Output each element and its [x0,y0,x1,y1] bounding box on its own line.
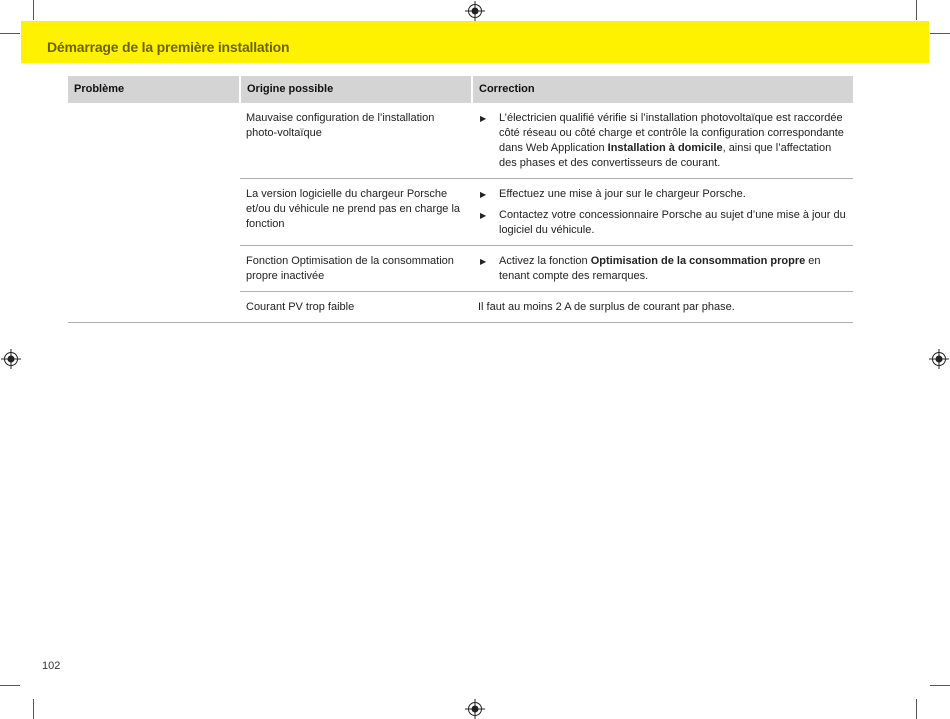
section-header-band [21,21,929,63]
column-header-probleme: Problème [68,76,240,103]
column-header-origine: Origine possible [240,76,472,103]
column-header-correction: Correction [472,76,853,103]
origin-cell: La version logicielle du chargeur Porsche et/ou du véhicule ne prend pas en charge la fonction [240,179,472,246]
page-number: 102 [42,660,61,672]
problem-cell [68,292,240,323]
crop-mark-left-bottom-h [0,685,20,686]
triangle-right-icon: ▶ [480,190,487,199]
bullet-text: L’électricien qualifié vérifie si l’installation photovoltaïque est raccordée côté réseau ou côté charge et contrôle la configuration correspondante dans Web Application [499,112,844,154]
problem-cell [68,179,240,246]
correction-cell: Il faut au moins 2 A de surplus de courant par phase. [472,292,853,323]
crop-mark-right-bottom-h [930,685,950,686]
bullet-text-end: , ainsi que l’affectation des phases et des convertisseurs de courant. [499,142,832,169]
crop-mark-right-top-h [930,33,950,34]
problem-cell [68,103,240,179]
bullet-text: Contactez votre concessionnaire Porsche au sujet d’une mise à jour du logiciel du véhicule. [499,209,846,236]
correction-bullet [478,111,847,171]
table-row [68,292,853,323]
registration-mark-left-icon [1,349,21,369]
triangle-right-icon: ▶ [480,211,487,220]
bullet-text: Activez la fonction [499,255,591,267]
bullet-bold-text: Installation à domicile [607,142,723,154]
table-row [68,103,853,179]
origin-cell: Mauvaise configuration de l’installation photo-voltaïque [240,103,472,179]
correction-cell [472,103,853,179]
origin-cell: Fonction Optimisation de la consommation propre inactivée [240,246,472,292]
crop-mark-top-right-v [916,0,917,20]
table-row [68,179,853,246]
correction-bullet [478,187,847,202]
correction-cell [472,246,853,292]
troubleshooting-table [68,76,853,323]
bullet-bold-text: Optimisation de la consommation propre [590,255,806,267]
crop-mark-bottom-right-v [916,699,917,719]
table-header-row [68,76,853,103]
triangle-right-icon: ▶ [480,257,487,266]
crop-mark-bottom-left-v [33,699,34,719]
table-row [68,246,853,292]
bullet-text: Effectuez une mise à jour sur le chargeur Porsche. [499,188,746,200]
correction-bullet [478,208,847,238]
section-title: Démarrage de la première installation [47,39,290,55]
registration-mark-right-icon [929,349,949,369]
correction-bullet [478,254,847,284]
correction-cell [472,179,853,246]
registration-mark-bottom-icon [465,699,485,719]
crop-mark-left-top-h [0,33,20,34]
problem-cell [68,246,240,292]
registration-mark-top-icon [465,1,485,21]
triangle-right-icon: ▶ [480,114,487,123]
origin-cell: Courant PV trop faible [240,292,472,323]
crop-mark-top-left-v [33,0,34,20]
bullet-text-end: en tenant compte des remarques. [499,255,821,282]
